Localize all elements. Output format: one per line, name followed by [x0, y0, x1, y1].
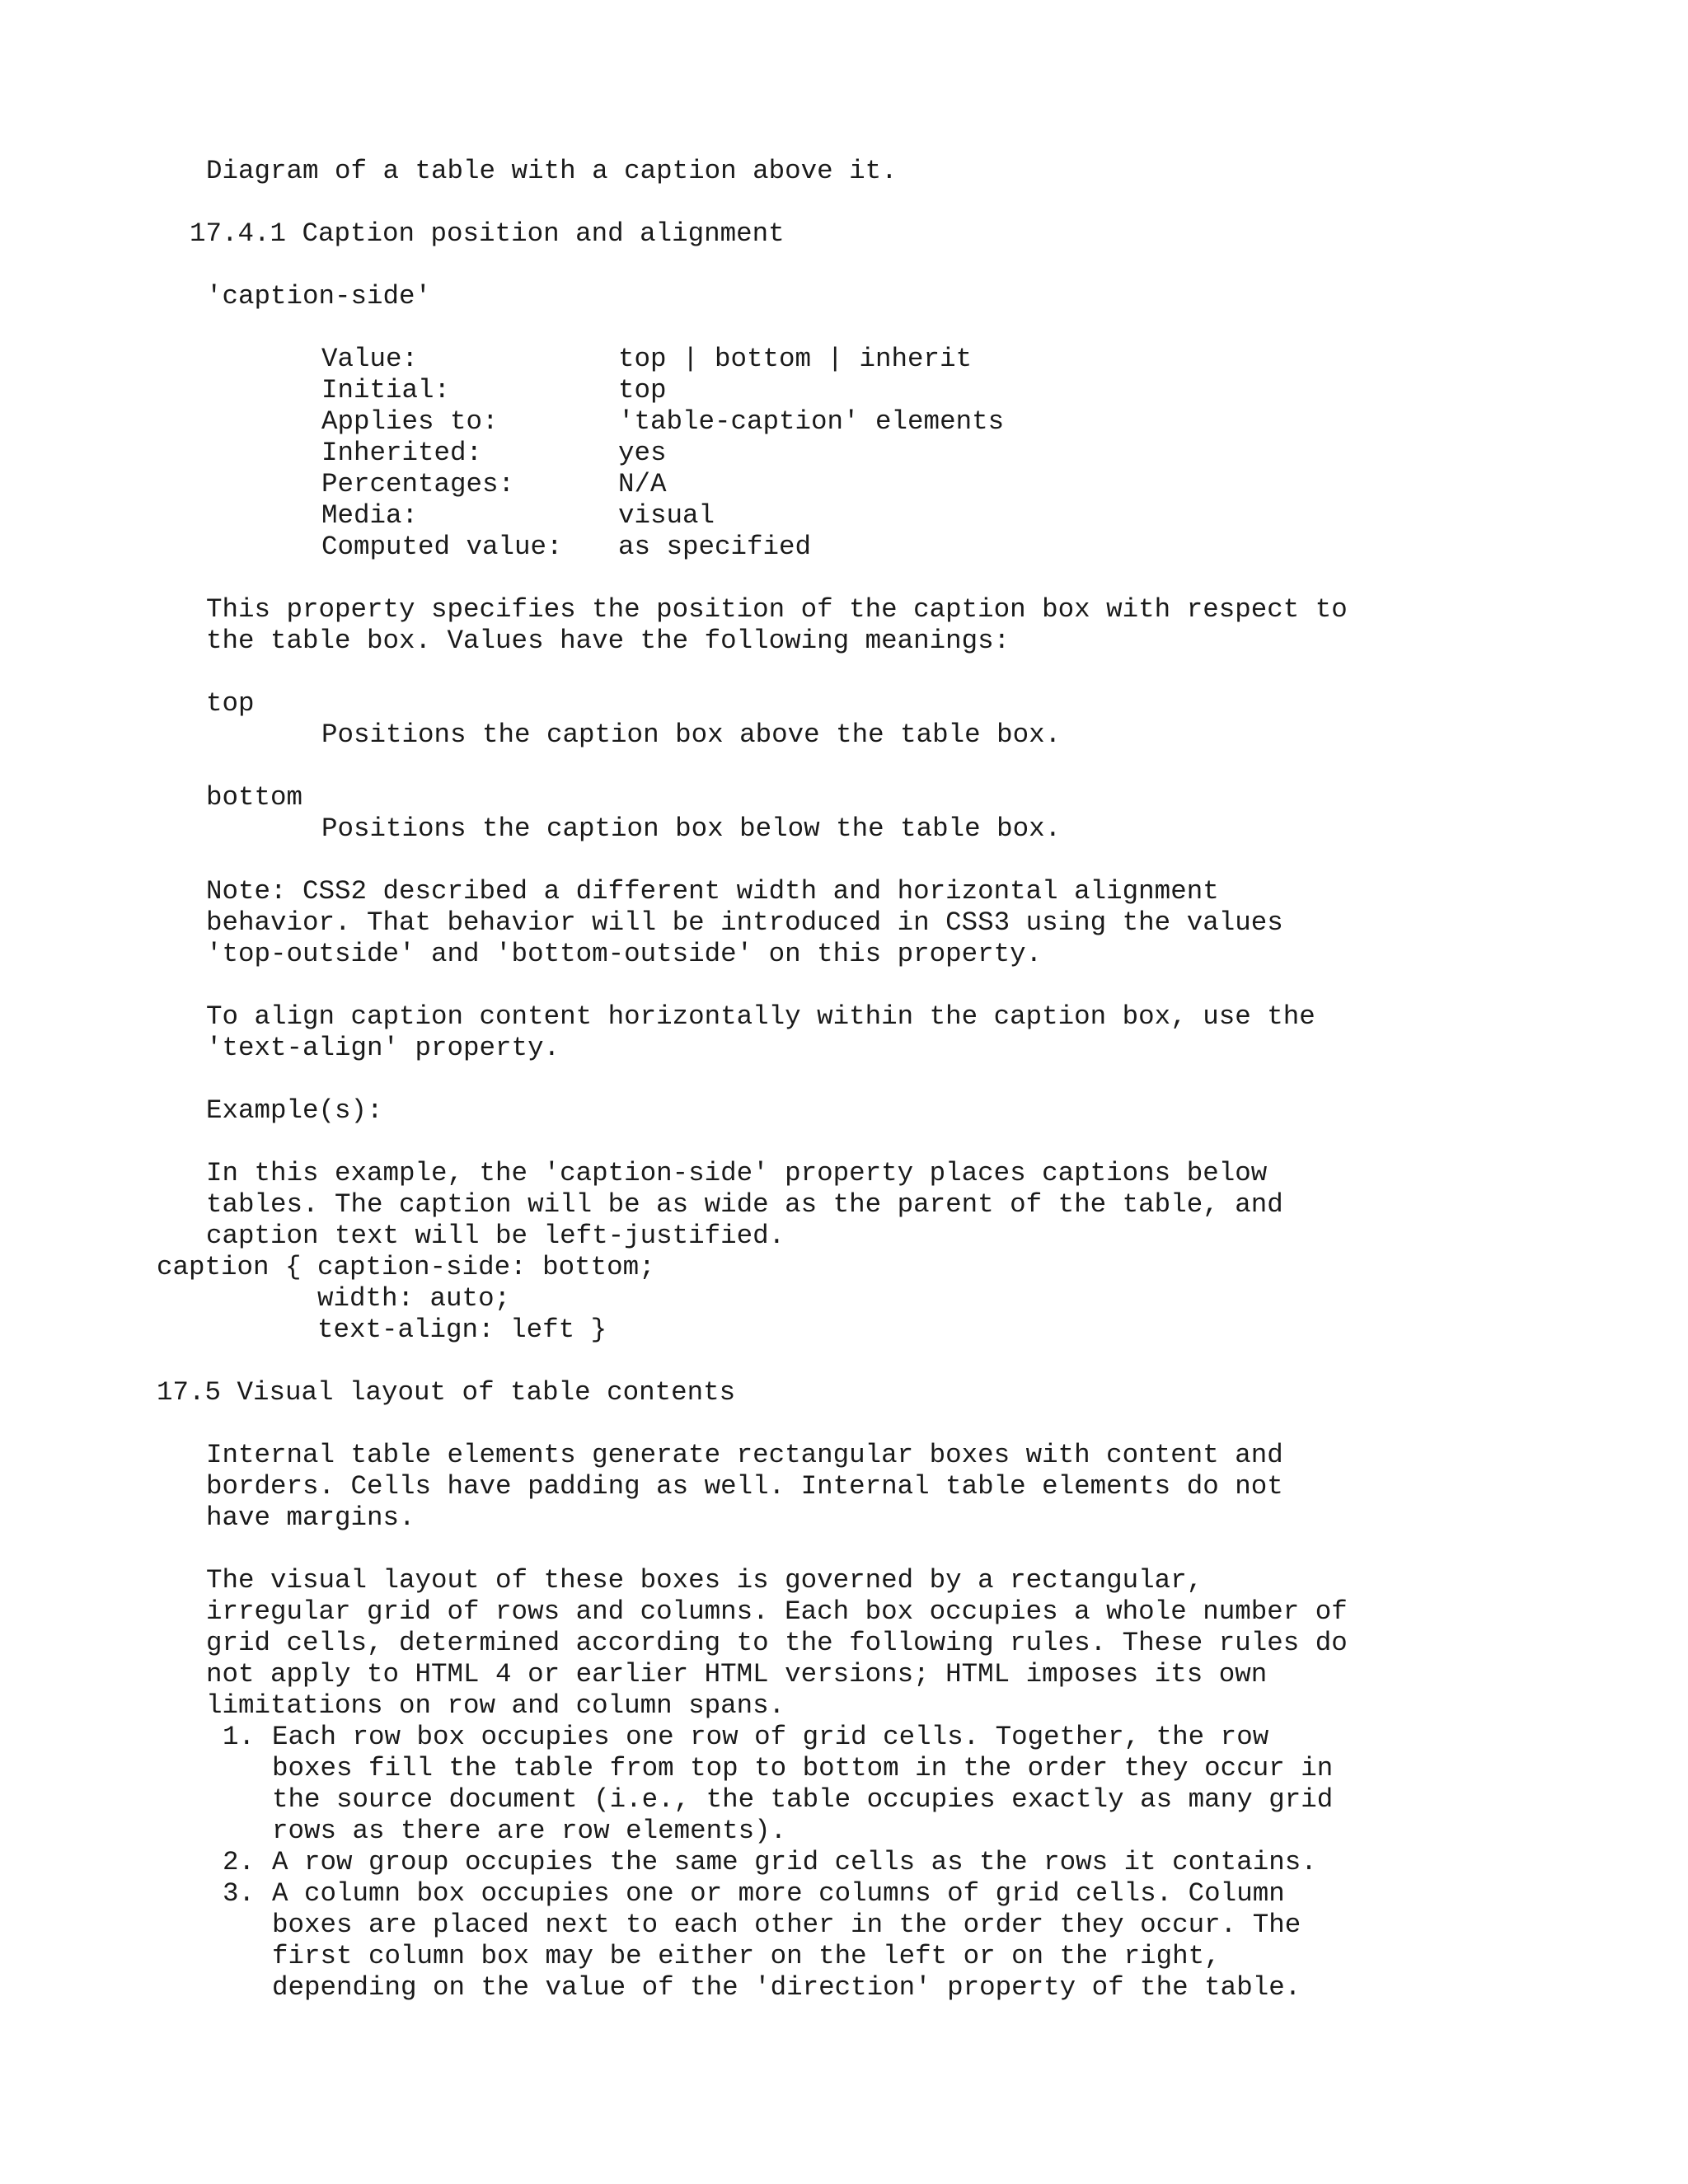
- property-value: as specified: [618, 532, 812, 562]
- property-value: top | bottom | inherit: [618, 344, 973, 374]
- section-heading-17-4-1: 17.4.1 Caption position and alignment: [190, 218, 785, 249]
- property-label: Applies to:: [321, 406, 499, 437]
- code-line: text-align: left }: [157, 1315, 607, 1345]
- paragraph-line: borders. Cells have padding as well. Internal table elements do not: [206, 1471, 1283, 1502]
- paragraph-line: 'top-outside' and 'bottom-outside' on this property.: [206, 939, 1043, 969]
- list-line: depending on the value of the 'direction' property of the table.: [272, 1972, 1301, 2003]
- property-label: Percentages:: [321, 469, 515, 499]
- list-line: boxes are placed next to each other in the order they occur. The: [272, 1910, 1301, 1940]
- paragraph-line: The visual layout of these boxes is governed by a rectangular,: [206, 1565, 1203, 1596]
- example-label: Example(s):: [206, 1095, 383, 1126]
- property-value: yes: [618, 438, 667, 468]
- paragraph-line: Internal table elements generate rectangular boxes with content and: [206, 1440, 1283, 1470]
- list-line: the source document (i.e., the table occupies exactly as many grid: [272, 1784, 1334, 1815]
- property-label: Media:: [321, 500, 419, 531]
- property-name: 'caption-side': [206, 281, 432, 312]
- list-line: A row group occupies the same grid cells as the rows it contains.: [272, 1847, 1317, 1877]
- value-term: bottom: [206, 782, 303, 813]
- paragraph-line: To align caption content horizontally within the caption box, use the: [206, 1001, 1315, 1032]
- paragraph-line: In this example, the 'caption-side' property places captions below: [206, 1158, 1268, 1188]
- paragraph-line: limitations on row and column spans.: [206, 1690, 785, 1721]
- figure-caption: Diagram of a table with a caption above it.: [206, 156, 898, 186]
- list-line: A column box occupies one or more columns of grid cells. Column: [272, 1878, 1285, 1909]
- list-number: 1.: [223, 1722, 256, 1752]
- paragraph-line: Note: CSS2 described a different width and horizontal alignment: [206, 876, 1219, 907]
- property-label: Value:: [321, 344, 419, 374]
- paragraph-line: caption text will be left-justified.: [206, 1221, 785, 1251]
- paragraph-line: have margins.: [206, 1502, 415, 1533]
- property-label: Inherited:: [321, 438, 483, 468]
- paragraph-line: irregular grid of rows and columns. Each box occupies a whole number of: [206, 1596, 1348, 1627]
- list-line: boxes fill the table from top to bottom in the order they occur in: [272, 1753, 1334, 1783]
- value-definition: Positions the caption box above the table box.: [321, 719, 1062, 750]
- paragraph-line: behavior. That behavior will be introduced in CSS3 using the values: [206, 907, 1283, 938]
- list-number: 2.: [223, 1847, 256, 1877]
- property-value: visual: [618, 500, 715, 531]
- paragraph-line: not apply to HTML 4 or earlier HTML versions; HTML imposes its own: [206, 1659, 1268, 1690]
- property-label: Computed value:: [321, 532, 563, 562]
- list-line: first column box may be either on the left or on the right,: [272, 1941, 1221, 1971]
- section-heading-17-5: 17.5 Visual layout of table contents: [157, 1377, 736, 1408]
- paragraph-line: grid cells, determined according to the following rules. These rules do: [206, 1628, 1348, 1658]
- property-value: N/A: [618, 469, 667, 499]
- paragraph-line: This property specifies the position of the caption box with respect to: [206, 594, 1348, 625]
- value-term: top: [206, 688, 255, 719]
- property-value: top: [618, 375, 667, 405]
- list-number: 3.: [223, 1878, 256, 1909]
- list-line: rows as there are row elements).: [272, 1816, 787, 1846]
- code-line: caption { caption-side: bottom;: [157, 1252, 655, 1282]
- property-label: Initial:: [321, 375, 451, 405]
- value-definition: Positions the caption box below the table box.: [321, 813, 1062, 844]
- paragraph-line: the table box. Values have the following meanings:: [206, 626, 1010, 656]
- property-value: 'table-caption' elements: [618, 406, 1005, 437]
- code-line: width: auto;: [157, 1283, 511, 1314]
- paragraph-line: tables. The caption will be as wide as the parent of the table, and: [206, 1189, 1283, 1220]
- paragraph-line: 'text-align' property.: [206, 1033, 560, 1063]
- list-line: Each row box occupies one row of grid cells. Together, the row: [272, 1722, 1269, 1752]
